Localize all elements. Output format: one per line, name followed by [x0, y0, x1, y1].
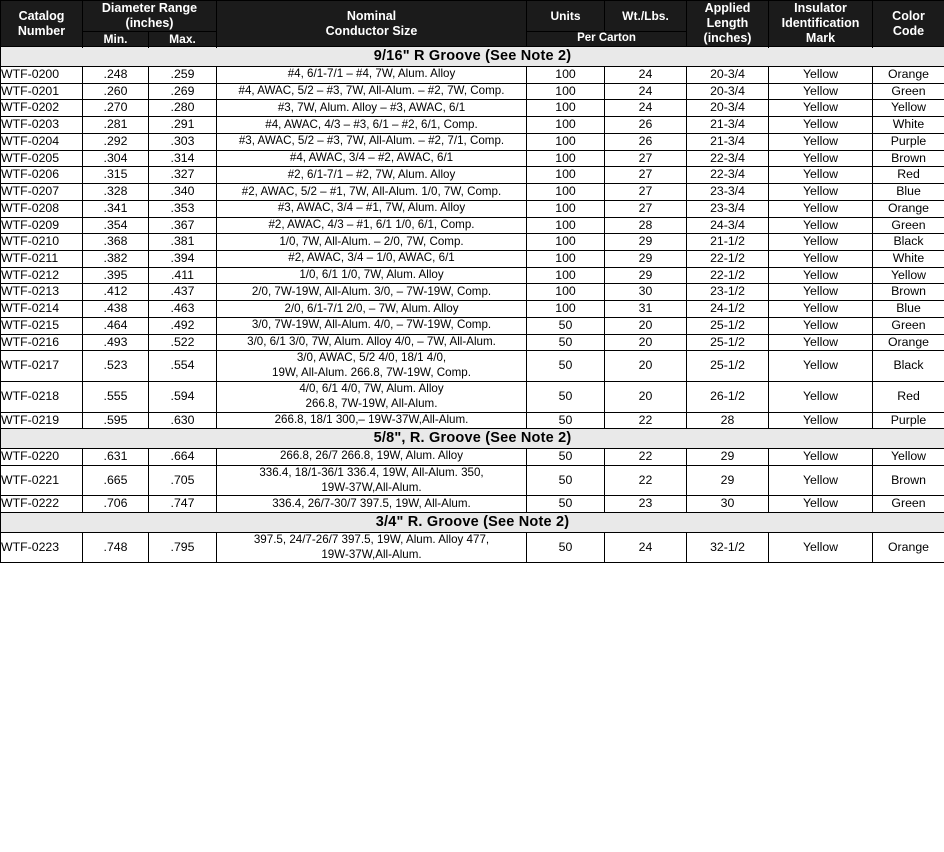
- cell-diameter-min: .260: [83, 83, 149, 100]
- cell-diameter-max: .463: [149, 301, 217, 318]
- cell-color-code: White: [873, 251, 944, 268]
- cell-diameter-max: .437: [149, 284, 217, 301]
- cell-units: 50: [527, 382, 605, 413]
- cell-nominal-conductor-size: 2/0, 7W-19W, All-Alum. 3/0, – 7W-19W, Comp.: [217, 284, 527, 301]
- header-applied-line1: Applied: [704, 1, 751, 16]
- cell-insulator-mark: Yellow: [769, 351, 873, 382]
- cell-catalog-number: WTF-0213: [1, 284, 83, 301]
- cell-weight-lbs: 22: [605, 412, 687, 429]
- section-header-row: [1, 47, 944, 67]
- cell-diameter-min: .631: [83, 449, 149, 466]
- cell-color-code: Green: [873, 496, 944, 513]
- cell-catalog-number: WTF-0214: [1, 301, 83, 318]
- table-row: [1, 100, 944, 117]
- header-nominal-conductor-size: [217, 1, 527, 47]
- cell-catalog-number: WTF-0217: [1, 351, 83, 382]
- cell-insulator-mark: Yellow: [769, 184, 873, 201]
- cell-applied-length: 23-3/4: [687, 184, 769, 201]
- cell-diameter-max: .269: [149, 83, 217, 100]
- table-row: [1, 412, 944, 429]
- header-applied-length: [687, 1, 769, 47]
- cell-insulator-mark: Yellow: [769, 100, 873, 117]
- cell-nominal-conductor-size: #2, 6/1-7/1 – #2, 7W, Alum. Alloy: [217, 167, 527, 184]
- cell-catalog-number: WTF-0209: [1, 217, 83, 234]
- cell-diameter-max: .314: [149, 150, 217, 167]
- cell-color-code: Green: [873, 317, 944, 334]
- cell-nominal-conductor-size: #4, AWAC, 5/2 – #3, 7W, All-Alum. – #2, 7W, Comp.: [217, 83, 527, 100]
- cell-diameter-min: .304: [83, 150, 149, 167]
- cell-weight-lbs: 24: [605, 83, 687, 100]
- cell-insulator-mark: Yellow: [769, 200, 873, 217]
- header-insulator-identification-mark: [769, 1, 873, 47]
- cell-applied-length: 22-1/2: [687, 251, 769, 268]
- cell-nominal-conductor-size: 336.4, 26/7-30/7 397.5, 19W, All-Alum.: [217, 496, 527, 513]
- cell-diameter-min: .382: [83, 251, 149, 268]
- cell-diameter-max: .394: [149, 251, 217, 268]
- cell-insulator-mark: Yellow: [769, 382, 873, 413]
- cell-units: 100: [527, 301, 605, 318]
- cell-applied-length: 24-3/4: [687, 217, 769, 234]
- cell-insulator-mark: Yellow: [769, 284, 873, 301]
- cell-units: 50: [527, 532, 605, 563]
- section-header-row: [1, 513, 944, 533]
- cell-color-code: Green: [873, 83, 944, 100]
- cell-diameter-min: .341: [83, 200, 149, 217]
- cell-diameter-min: .412: [83, 284, 149, 301]
- cell-diameter-min: .270: [83, 100, 149, 117]
- cell-diameter-min: .395: [83, 267, 149, 284]
- table-row: [1, 496, 944, 513]
- cell-nominal-conductor-size: #3, AWAC, 5/2 – #3, 7W, All-Alum. – #2, 7/1, Comp.: [217, 133, 527, 150]
- cell-diameter-min: .292: [83, 133, 149, 150]
- cell-nominal-conductor-size: #2, AWAC, 3/4 – 1/0, AWAC, 6/1: [217, 251, 527, 268]
- cell-units: 100: [527, 284, 605, 301]
- header-diameter-range: [83, 1, 217, 32]
- header-max: Max.: [149, 32, 217, 47]
- cell-applied-length: 24-1/2: [687, 301, 769, 318]
- cell-color-code: Brown: [873, 150, 944, 167]
- table-row: [1, 284, 944, 301]
- cell-applied-length: 21-1/2: [687, 234, 769, 251]
- table-row: [1, 200, 944, 217]
- cell-color-code: Green: [873, 217, 944, 234]
- cell-nominal-conductor-size: #2, AWAC, 4/3 – #1, 6/1 1/0, 6/1, Comp.: [217, 217, 527, 234]
- cell-units: 100: [527, 167, 605, 184]
- header-catalog-number-line2: Number: [17, 23, 66, 38]
- header-diameter-range-line2: (inches): [125, 16, 174, 30]
- cell-weight-lbs: 26: [605, 133, 687, 150]
- cell-insulator-mark: Yellow: [769, 532, 873, 563]
- cell-units: 50: [527, 412, 605, 429]
- cell-units: 100: [527, 100, 605, 117]
- cell-color-code: Yellow: [873, 100, 944, 117]
- cell-diameter-min: .281: [83, 117, 149, 134]
- cell-weight-lbs: 31: [605, 301, 687, 318]
- cell-insulator-mark: Yellow: [769, 234, 873, 251]
- cell-nominal-conductor-size: 3/0, 7W-19W, All-Alum. 4/0, – 7W-19W, Comp.: [217, 317, 527, 334]
- cell-diameter-max: .492: [149, 317, 217, 334]
- cell-color-code: Yellow: [873, 267, 944, 284]
- cell-insulator-mark: Yellow: [769, 465, 873, 496]
- cell-insulator-mark: Yellow: [769, 251, 873, 268]
- cell-diameter-max: .554: [149, 351, 217, 382]
- cell-diameter-min: .368: [83, 234, 149, 251]
- table-row: [1, 217, 944, 234]
- cell-units: 100: [527, 83, 605, 100]
- cell-diameter-max: .327: [149, 167, 217, 184]
- cell-diameter-min: .706: [83, 496, 149, 513]
- header-nominal-line2: Conductor Size: [325, 23, 418, 38]
- header-color-code: [873, 1, 944, 47]
- cell-catalog-number: WTF-0215: [1, 317, 83, 334]
- cell-color-code: Black: [873, 234, 944, 251]
- cell-applied-length: 30: [687, 496, 769, 513]
- cell-nominal-conductor-size: 1/0, 7W, All-Alum. – 2/0, 7W, Comp.: [217, 234, 527, 251]
- cell-applied-length: 20-3/4: [687, 66, 769, 83]
- cell-diameter-min: .354: [83, 217, 149, 234]
- table-row: [1, 465, 944, 496]
- cell-insulator-mark: Yellow: [769, 301, 873, 318]
- cell-insulator-mark: Yellow: [769, 317, 873, 334]
- cell-diameter-min: .595: [83, 412, 149, 429]
- cell-insulator-mark: Yellow: [769, 449, 873, 466]
- cell-applied-length: 22-3/4: [687, 150, 769, 167]
- cell-diameter-max: .630: [149, 412, 217, 429]
- cell-color-code: Yellow: [873, 449, 944, 466]
- cell-weight-lbs: 24: [605, 532, 687, 563]
- cell-units: 50: [527, 465, 605, 496]
- cell-units: 50: [527, 449, 605, 466]
- cell-weight-lbs: 29: [605, 234, 687, 251]
- cell-insulator-mark: Yellow: [769, 412, 873, 429]
- cell-catalog-number: WTF-0207: [1, 184, 83, 201]
- cell-applied-length: 22-3/4: [687, 167, 769, 184]
- cell-diameter-max: .795: [149, 532, 217, 563]
- table-row: [1, 251, 944, 268]
- cell-diameter-min: .315: [83, 167, 149, 184]
- cell-applied-length: 21-3/4: [687, 133, 769, 150]
- cell-weight-lbs: 27: [605, 184, 687, 201]
- cell-diameter-max: .522: [149, 334, 217, 351]
- header-wt-lbs: Wt./Lbs.: [605, 1, 687, 32]
- cell-nominal-conductor-size: 2/0, 6/1-7/1 2/0, – 7W, Alum. Alloy: [217, 301, 527, 318]
- cell-color-code: Black: [873, 351, 944, 382]
- cell-weight-lbs: 24: [605, 66, 687, 83]
- cell-units: 100: [527, 267, 605, 284]
- cell-catalog-number: WTF-0205: [1, 150, 83, 167]
- cell-applied-length: 23-3/4: [687, 200, 769, 217]
- cell-catalog-number: WTF-0211: [1, 251, 83, 268]
- cell-applied-length: 32-1/2: [687, 532, 769, 563]
- header-applied-line2: Length: [706, 16, 749, 31]
- cell-nominal-conductor-size: #4, 6/1-7/1 – #4, 7W, Alum. Alloy: [217, 66, 527, 83]
- cell-weight-lbs: 26: [605, 117, 687, 134]
- cell-units: 50: [527, 334, 605, 351]
- cell-color-code: Orange: [873, 66, 944, 83]
- cell-units: 100: [527, 184, 605, 201]
- cell-diameter-min: .328: [83, 184, 149, 201]
- cell-diameter-max: .381: [149, 234, 217, 251]
- cell-insulator-mark: Yellow: [769, 496, 873, 513]
- cell-applied-length: 20-3/4: [687, 83, 769, 100]
- cell-diameter-min: .438: [83, 301, 149, 318]
- cell-color-code: Orange: [873, 334, 944, 351]
- cell-insulator-mark: Yellow: [769, 267, 873, 284]
- cell-diameter-max: .664: [149, 449, 217, 466]
- cell-diameter-min: .248: [83, 66, 149, 83]
- cell-units: 100: [527, 133, 605, 150]
- cell-units: 50: [527, 317, 605, 334]
- cell-color-code: Red: [873, 382, 944, 413]
- section-title: 3/4" R. Groove (See Note 2): [1, 513, 944, 533]
- cell-catalog-number: WTF-0202: [1, 100, 83, 117]
- cell-nominal-conductor-size: #2, AWAC, 5/2 – #1, 7W, All-Alum. 1/0, 7W, Comp.: [217, 184, 527, 201]
- cell-catalog-number: WTF-0204: [1, 133, 83, 150]
- cell-diameter-max: .303: [149, 133, 217, 150]
- cell-insulator-mark: Yellow: [769, 117, 873, 134]
- cell-units: 100: [527, 200, 605, 217]
- cell-catalog-number: WTF-0216: [1, 334, 83, 351]
- header-diameter-range-line1: Diameter Range: [101, 1, 198, 15]
- cell-catalog-number: WTF-0212: [1, 267, 83, 284]
- table-body: [1, 47, 944, 563]
- cell-weight-lbs: 30: [605, 284, 687, 301]
- cell-applied-length: 25-1/2: [687, 317, 769, 334]
- cell-units: 50: [527, 351, 605, 382]
- cell-nominal-conductor-size: #3, AWAC, 3/4 – #1, 7W, Alum. Alloy: [217, 200, 527, 217]
- cell-insulator-mark: Yellow: [769, 133, 873, 150]
- cell-applied-length: 25-1/2: [687, 334, 769, 351]
- cell-units: 100: [527, 150, 605, 167]
- header-min: Min.: [83, 32, 149, 47]
- cell-catalog-number: WTF-0206: [1, 167, 83, 184]
- cell-weight-lbs: 22: [605, 449, 687, 466]
- cell-applied-length: 23-1/2: [687, 284, 769, 301]
- cell-units: 100: [527, 251, 605, 268]
- cell-catalog-number: WTF-0221: [1, 465, 83, 496]
- cell-insulator-mark: Yellow: [769, 66, 873, 83]
- table-row: [1, 133, 944, 150]
- table-row: [1, 449, 944, 466]
- cell-units: 100: [527, 66, 605, 83]
- table-header: [1, 1, 944, 47]
- section-title: 5/8", R. Groove (See Note 2): [1, 429, 944, 449]
- cell-applied-length: 26-1/2: [687, 382, 769, 413]
- cell-color-code: Brown: [873, 465, 944, 496]
- cell-catalog-number: WTF-0201: [1, 83, 83, 100]
- cell-catalog-number: WTF-0223: [1, 532, 83, 563]
- cell-weight-lbs: 20: [605, 351, 687, 382]
- cell-diameter-min: .665: [83, 465, 149, 496]
- table-row: [1, 167, 944, 184]
- cell-nominal-conductor-size: 1/0, 6/1 1/0, 7W, Alum. Alloy: [217, 267, 527, 284]
- cell-applied-length: 28: [687, 412, 769, 429]
- table-row: [1, 150, 944, 167]
- cell-units: 100: [527, 217, 605, 234]
- table-row: [1, 334, 944, 351]
- cell-catalog-number: WTF-0203: [1, 117, 83, 134]
- cell-weight-lbs: 20: [605, 382, 687, 413]
- cell-catalog-number: WTF-0210: [1, 234, 83, 251]
- cell-color-code: White: [873, 117, 944, 134]
- header-insulator-line3: Mark: [805, 31, 836, 46]
- section-header-row: [1, 429, 944, 449]
- cell-weight-lbs: 27: [605, 167, 687, 184]
- section-title: 9/16" R Groove (See Note 2): [1, 47, 944, 67]
- cell-nominal-conductor-size: #3, 7W, Alum. Alloy – #3, AWAC, 6/1: [217, 100, 527, 117]
- cell-applied-length: 21-3/4: [687, 117, 769, 134]
- cell-catalog-number: WTF-0220: [1, 449, 83, 466]
- cell-color-code: Red: [873, 167, 944, 184]
- table-row: [1, 382, 944, 413]
- cell-units: 50: [527, 496, 605, 513]
- table-row: [1, 184, 944, 201]
- cell-color-code: Blue: [873, 184, 944, 201]
- cell-diameter-max: .353: [149, 200, 217, 217]
- cell-weight-lbs: 29: [605, 251, 687, 268]
- cell-weight-lbs: 20: [605, 334, 687, 351]
- cell-nominal-conductor-size: 266.8, 26/7 266.8, 19W, Alum. Alloy: [217, 449, 527, 466]
- cell-units: 100: [527, 117, 605, 134]
- cell-nominal-conductor-size: #4, AWAC, 4/3 – #3, 6/1 – #2, 6/1, Comp.: [217, 117, 527, 134]
- cell-insulator-mark: Yellow: [769, 150, 873, 167]
- table-row: [1, 301, 944, 318]
- cell-diameter-max: .367: [149, 217, 217, 234]
- cell-insulator-mark: Yellow: [769, 334, 873, 351]
- cell-color-code: Brown: [873, 284, 944, 301]
- cell-color-code: Purple: [873, 133, 944, 150]
- header-per-carton: Per Carton: [527, 32, 687, 47]
- header-applied-line3: (inches): [703, 31, 752, 46]
- cell-insulator-mark: Yellow: [769, 167, 873, 184]
- cell-applied-length: 22-1/2: [687, 267, 769, 284]
- cell-diameter-min: .555: [83, 382, 149, 413]
- header-insulator-line1: Insulator: [794, 1, 847, 16]
- cell-weight-lbs: 20: [605, 317, 687, 334]
- cell-diameter-max: .259: [149, 66, 217, 83]
- cell-catalog-number: WTF-0208: [1, 200, 83, 217]
- cell-weight-lbs: 29: [605, 267, 687, 284]
- cell-nominal-conductor-size: 4/0, 6/1 4/0, 7W, Alum. Alloy 266.8, 7W-19W, All-Alum.: [217, 382, 527, 413]
- header-catalog-number: [1, 1, 83, 47]
- cell-nominal-conductor-size: 397.5, 24/7-26/7 397.5, 19W, Alum. Alloy 477, 19W-37W,All-Alum.: [217, 532, 527, 563]
- cell-diameter-max: .594: [149, 382, 217, 413]
- table-row: [1, 532, 944, 563]
- cell-color-code: Purple: [873, 412, 944, 429]
- table-row: [1, 83, 944, 100]
- cell-applied-length: 29: [687, 449, 769, 466]
- cell-weight-lbs: 22: [605, 465, 687, 496]
- cell-diameter-max: .705: [149, 465, 217, 496]
- table-row: [1, 234, 944, 251]
- cell-catalog-number: WTF-0219: [1, 412, 83, 429]
- cell-catalog-number: WTF-0200: [1, 66, 83, 83]
- cell-catalog-number: WTF-0222: [1, 496, 83, 513]
- header-insulator-line2: Identification: [781, 16, 860, 31]
- cell-diameter-max: .411: [149, 267, 217, 284]
- cell-applied-length: 29: [687, 465, 769, 496]
- cell-nominal-conductor-size: 3/0, 6/1 3/0, 7W, Alum. Alloy 4/0, – 7W, All-Alum.: [217, 334, 527, 351]
- cell-diameter-min: .464: [83, 317, 149, 334]
- cell-diameter-max: .291: [149, 117, 217, 134]
- cell-units: 100: [527, 234, 605, 251]
- cell-weight-lbs: 27: [605, 200, 687, 217]
- cell-nominal-conductor-size: #4, AWAC, 3/4 – #2, AWAC, 6/1: [217, 150, 527, 167]
- cell-color-code: Blue: [873, 301, 944, 318]
- header-catalog-number-line1: Catalog: [18, 8, 65, 23]
- cell-insulator-mark: Yellow: [769, 83, 873, 100]
- table-row: [1, 317, 944, 334]
- cell-diameter-min: .523: [83, 351, 149, 382]
- cell-weight-lbs: 24: [605, 100, 687, 117]
- cell-color-code: Orange: [873, 200, 944, 217]
- cell-weight-lbs: 27: [605, 150, 687, 167]
- cell-applied-length: 20-3/4: [687, 100, 769, 117]
- header-color-line2: Code: [892, 23, 925, 38]
- cell-diameter-min: .493: [83, 334, 149, 351]
- cell-diameter-max: .280: [149, 100, 217, 117]
- cell-nominal-conductor-size: 3/0, AWAC, 5/2 4/0, 18/1 4/0, 19W, All-Alum. 266.8, 7W-19W, Comp.: [217, 351, 527, 382]
- cell-diameter-min: .748: [83, 532, 149, 563]
- cell-catalog-number: WTF-0218: [1, 382, 83, 413]
- table-row: [1, 351, 944, 382]
- cell-diameter-max: .747: [149, 496, 217, 513]
- cell-weight-lbs: 23: [605, 496, 687, 513]
- cell-color-code: Orange: [873, 532, 944, 563]
- table-row: [1, 267, 944, 284]
- cell-insulator-mark: Yellow: [769, 217, 873, 234]
- table-row: [1, 117, 944, 134]
- cell-weight-lbs: 28: [605, 217, 687, 234]
- header-color-line1: Color: [892, 8, 925, 23]
- cell-nominal-conductor-size: 336.4, 18/1-36/1 336.4, 19W, All-Alum. 350, 19W-37W,All-Alum.: [217, 465, 527, 496]
- header-units: Units: [527, 1, 605, 32]
- table-row: [1, 66, 944, 83]
- cell-nominal-conductor-size: 266.8, 18/1 300,– 19W-37W,All-Alum.: [217, 412, 527, 429]
- cell-diameter-max: .340: [149, 184, 217, 201]
- header-nominal-line1: Nominal: [346, 8, 397, 23]
- cell-applied-length: 25-1/2: [687, 351, 769, 382]
